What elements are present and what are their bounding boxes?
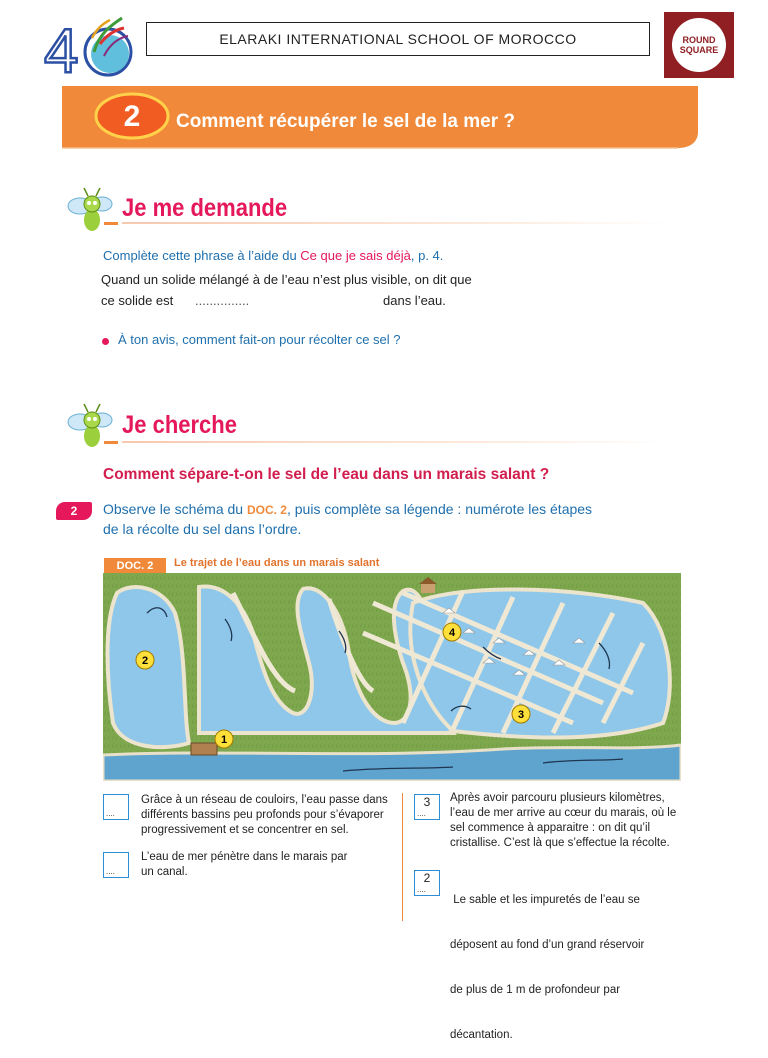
- answer-box-3[interactable]: [414, 794, 440, 820]
- answer-dots: ....: [417, 809, 426, 818]
- answer-dots: ....: [106, 809, 115, 818]
- heading-dash: [104, 441, 118, 444]
- bee-mascot-icon: [66, 186, 114, 236]
- sentence-line-2-start: ce solide est: [101, 293, 174, 308]
- school-name: ELARAKI INTERNATIONAL SCHOOL OF MOROCCO: [219, 31, 577, 47]
- instruction-part-2: , puis complète sa légende : numérote les étapes: [286, 501, 593, 517]
- legend-line: L’eau de mer pénètre dans le marais par: [141, 851, 348, 863]
- sentence-line-2-end: dans l’eau.: [383, 293, 446, 308]
- heading-underline: [122, 441, 668, 443]
- instruction-text: Complète cette phrase à l’aide du: [103, 248, 301, 263]
- legend-line: un canal.: [141, 866, 188, 878]
- svg-text:4: 4: [44, 17, 79, 80]
- instruction-suffix: , p. 4.: [410, 248, 444, 263]
- answer-value: 3: [423, 795, 431, 809]
- answer-box-1[interactable]: [103, 794, 129, 820]
- answer-value: 2: [423, 871, 431, 885]
- legend-line: progressivement et se concentrer en sel.: [141, 824, 349, 836]
- reference-link[interactable]: Ce que je sais déjà: [300, 248, 411, 263]
- legend-line: décantation.: [450, 1029, 513, 1041]
- instruction-line: [103, 246, 443, 265]
- round-square-logo: [664, 12, 734, 78]
- anniversary-40-logo: [44, 8, 140, 80]
- map-marker-1: 1: [220, 734, 228, 746]
- instruction-line-2: de la récolte du sel dans l’ordre.: [103, 521, 302, 537]
- legend-line: l’eau de mer arrive au cœur du marais, où le: [450, 807, 677, 819]
- map-marker-2: 2: [141, 655, 149, 667]
- school-name-box: [146, 22, 650, 56]
- heading-dash: [104, 222, 118, 225]
- research-question: Comment sépare-t-on le sel de l’eau dans un marais salant ?: [103, 466, 550, 483]
- heading-je-me-demande: Je me demande: [122, 194, 288, 222]
- legend-line: déposent au fond d’un grand réservoir: [450, 939, 645, 951]
- bullet-icon: [102, 338, 109, 345]
- section-title: Comment récupérer le sel de la mer ?: [176, 111, 515, 132]
- legend-line: Le sable et les impuretés de l’eau se: [450, 894, 640, 906]
- section-number: 2: [123, 100, 141, 133]
- map-marker-3: 3: [517, 709, 525, 721]
- bee-mascot-icon: [66, 402, 114, 452]
- map-marker-4: 4: [448, 627, 456, 639]
- legend-divider: [402, 793, 403, 921]
- round-square-word-1: ROUND: [682, 35, 716, 45]
- legend-line: de plus de 1 m de profondeur par: [450, 984, 621, 996]
- exercise-number-badge: 2: [56, 502, 92, 520]
- doc-tag: DOC. 2: [104, 558, 166, 574]
- legend-item-3: [450, 791, 676, 851]
- salt-marsh-diagram: [103, 573, 681, 781]
- heading-underline: [122, 222, 668, 224]
- bullet-question: À ton avis, comment fait-on pour récolter ce sel ?: [118, 332, 401, 347]
- legend-item-2: [141, 850, 347, 880]
- legend-item-1: [141, 793, 388, 838]
- answer-box-2[interactable]: [103, 852, 129, 878]
- answer-box-4[interactable]: [414, 870, 440, 896]
- legend-line: sel commence à apparaitre : on dit qu’il: [450, 822, 651, 834]
- legend-line: Grâce à un réseau de couloirs, l’eau passe dans: [141, 794, 388, 806]
- answer-dots: ....: [106, 867, 115, 876]
- legend-line: différents bassins peu profonds pour s’évaporer: [141, 809, 384, 821]
- doc-title: Le trajet de l’eau dans un marais salant: [174, 557, 380, 569]
- round-square-word-2: SQUARE: [679, 45, 719, 55]
- legend-item-4: [450, 863, 644, 1058]
- legend-line: cristallise. C’est là que s’effectue la récolte.: [450, 837, 670, 849]
- answer-dots: ....: [417, 885, 426, 894]
- fill-in-blank[interactable]: ...............: [195, 293, 250, 308]
- doc-reference[interactable]: DOC. 2: [246, 503, 287, 517]
- heading-je-cherche: Je cherche: [122, 411, 237, 439]
- exercise-instruction: [103, 500, 592, 539]
- legend-line: Après avoir parcouru plusieurs kilomètres,: [450, 792, 665, 804]
- sentence-line-1: Quand un solide mélangé à de l’eau n’est plus visible, on dit que: [101, 272, 472, 287]
- instruction-part-1: Observe le schéma du: [103, 501, 247, 517]
